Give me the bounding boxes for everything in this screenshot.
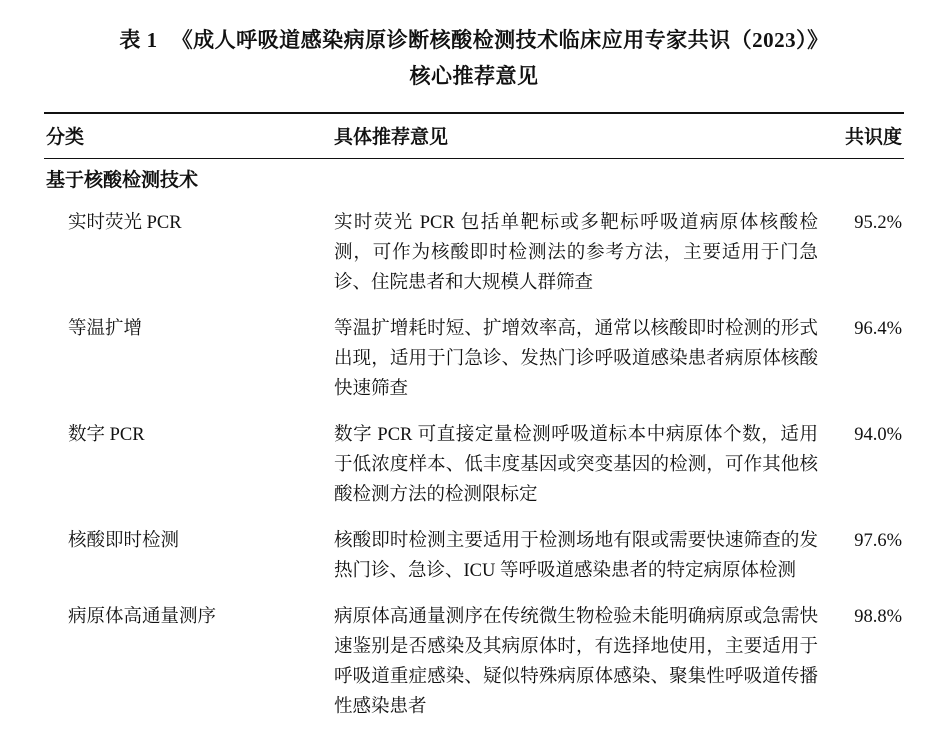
row-recommendation: 核酸即时检测主要适用于检测场地有限或需要快速筛查的发热门诊、急诊、ICU 等呼吸道感染患者的特定病原体检测 xyxy=(334,531,818,581)
row-consensus: 96.4% xyxy=(854,319,902,339)
table-row xyxy=(44,410,904,516)
row-category: 等温扩增 xyxy=(68,319,143,339)
row-category: 核酸即时检测 xyxy=(68,531,180,551)
table-title-text: 《成人呼吸道感染病原诊断核酸检测技术临床应用专家共识（2023）》 xyxy=(171,28,829,52)
row-recommendation: 病原体高通量测序在传统微生物检验未能明确病原或急需快速鉴别是否感染及其病原体时，有选择地使用，主要适用于呼吸道重症感染、疑似特殊病原体感染、聚集性呼吸道传播性感染患者 xyxy=(334,607,818,717)
table-section-heading-row xyxy=(44,159,904,199)
row-consensus: 95.2% xyxy=(854,213,902,233)
table-title-line-1 xyxy=(44,22,904,58)
table-title xyxy=(44,22,904,94)
table-row xyxy=(44,516,904,592)
row-category: 实时荧光 PCR xyxy=(68,213,182,233)
row-category: 病原体高通量测序 xyxy=(68,607,217,627)
table-row xyxy=(44,304,904,410)
column-header-category: 分类 xyxy=(44,113,334,159)
table-row xyxy=(44,592,904,728)
column-header-recommendation: 具体推荐意见 xyxy=(334,113,834,159)
section-heading-label: 基于核酸检测技术 xyxy=(46,170,199,191)
table-body xyxy=(44,159,904,729)
table-title-line-2: 核心推荐意见 xyxy=(409,64,539,88)
row-recommendation: 数字 PCR 可直接定量检测呼吸道标本中病原体个数，适用于低浓度样本、低丰度基因或突变基因的检测，可作其他核酸检测方法的检测限标定 xyxy=(334,425,818,505)
row-category: 数字 PCR xyxy=(68,425,145,445)
row-consensus: 94.0% xyxy=(854,425,902,445)
row-recommendation: 实时荧光 PCR 包括单靶标或多靶标呼吸道病原体核酸检测，可作为核酸即时检测法的参考方法，主要适用于门急诊、住院患者和大规模人群筛查 xyxy=(334,213,818,293)
table-number-label: 表 1 xyxy=(119,28,158,52)
consensus-table xyxy=(44,112,904,728)
row-recommendation: 等温扩增耗时短、扩增效率高，通常以核酸即时检测的形式出现，适用于门急诊、发热门诊呼吸道感染患者病原体核酸快速筛查 xyxy=(334,319,818,399)
table-header xyxy=(44,113,904,159)
column-header-consensus: 共识度 xyxy=(834,113,904,159)
table-header-row xyxy=(44,113,904,159)
row-consensus: 98.8% xyxy=(854,607,902,627)
table-row xyxy=(44,198,904,304)
row-consensus: 97.6% xyxy=(854,531,902,551)
